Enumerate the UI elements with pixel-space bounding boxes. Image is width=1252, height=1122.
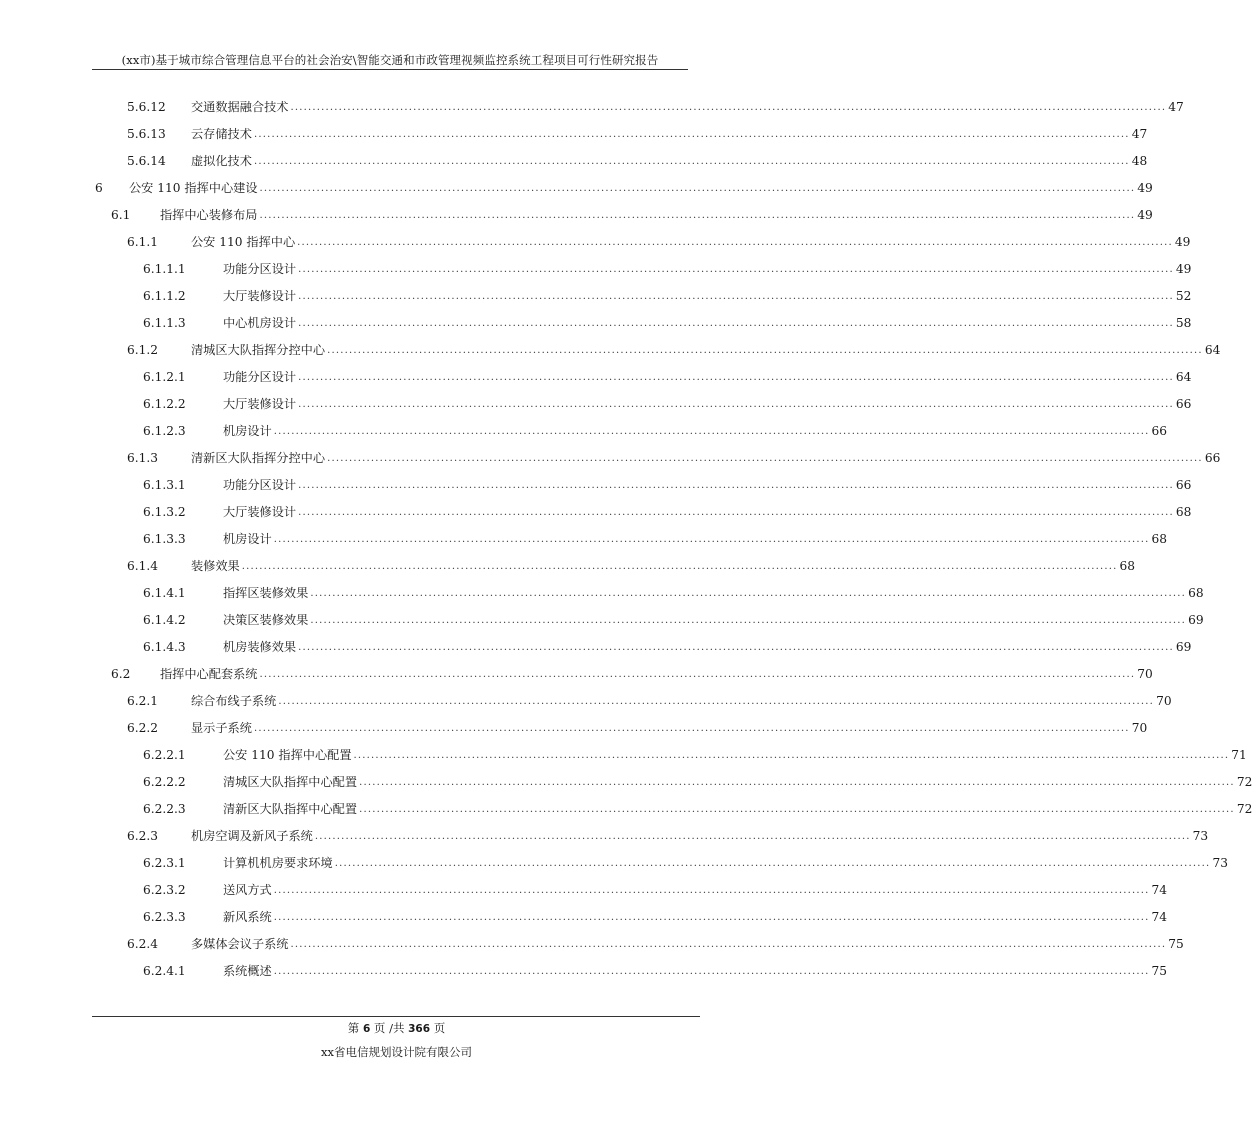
toc-title: 装修效果	[191, 559, 240, 573]
toc-leader-dots: ........................................................................................................................................................................................................	[297, 236, 1173, 248]
header-rule	[92, 69, 688, 70]
toc-page-number: 72	[1236, 774, 1252, 789]
toc-number: 5.6.13	[127, 126, 166, 141]
toc-number: 6.2.3	[127, 828, 159, 843]
page-total: 366	[408, 1023, 431, 1035]
toc-entry[interactable]	[143, 903, 1168, 930]
toc-page-number: 66	[1175, 396, 1192, 411]
toc-title: 指挥区装修效果	[223, 586, 309, 600]
page-prefix: 第	[347, 1021, 360, 1035]
toc-page-number: 70	[1131, 720, 1148, 735]
running-header: (xx市)基于城市综合管理信息平台的社会治安\智能交通和市政管理视频监控系统工程项目可行性研究报告	[121, 53, 659, 67]
toc-entry[interactable]	[111, 201, 1153, 228]
toc-title: 云存储技术	[191, 127, 252, 141]
toc-title: 综合布线子系统	[191, 694, 277, 708]
toc-title: 中心机房设计	[223, 316, 297, 330]
toc-page-number: 48	[1131, 153, 1148, 168]
toc-leader-dots: ........................................................................................................................................................................................................	[253, 128, 1130, 140]
toc-entry[interactable]	[111, 660, 1153, 687]
toc-title: 清城区大队指挥中心配置	[223, 775, 358, 789]
toc-title: 指挥中心装修布局	[160, 208, 258, 222]
toc-leader-dots: ........................................................................................................................................................................................................	[314, 830, 1191, 842]
toc-number: 6.1.1.3	[143, 315, 186, 330]
toc-page-number: 66	[1175, 477, 1192, 492]
toc-number: 6	[95, 180, 103, 195]
toc-page-number: 69	[1175, 639, 1192, 654]
toc-entry[interactable]	[143, 606, 1204, 633]
toc-title: 机房空调及新风子系统	[191, 829, 313, 843]
toc-page-number: 58	[1175, 315, 1192, 330]
toc-title: 指挥中心配套系统	[160, 667, 258, 681]
toc-entry[interactable]	[143, 957, 1168, 984]
toc-number: 6.2.3.3	[143, 909, 186, 924]
toc-number: 6.2.2.3	[143, 801, 186, 816]
toc-number: 6.1.4.1	[143, 585, 186, 600]
toc-number: 6.1	[111, 207, 131, 222]
toc-leader-dots: ........................................................................................................................................................................................................	[290, 101, 1167, 113]
toc-entry[interactable]	[127, 552, 1136, 579]
toc-entry[interactable]	[143, 417, 1168, 444]
toc-page-number: 70	[1156, 693, 1172, 708]
toc-leader-dots: ........................................................................................................................................................................................................	[298, 506, 1174, 518]
toc-leader-dots: ........................................................................................................................................................................................................	[259, 668, 1136, 680]
toc-entry[interactable]	[127, 714, 1148, 741]
toc-title: 计算机机房要求环境	[223, 856, 333, 870]
toc-entry[interactable]	[143, 390, 1192, 417]
toc-number: 6.1.3.3	[143, 531, 186, 546]
toc-title: 公安 110 指挥中心建设	[129, 181, 258, 195]
toc-leader-dots: ........................................................................................................................................................................................................	[273, 911, 1150, 923]
toc-title: 显示子系统	[191, 721, 252, 735]
toc-entry[interactable]	[127, 93, 1184, 120]
toc-number: 6.2.3.1	[143, 855, 186, 870]
toc-title: 新风系统	[223, 910, 272, 924]
toc-leader-dots: ........................................................................................................................................................................................................	[298, 641, 1174, 653]
toc-leader-dots: ........................................................................................................................................................................................................	[259, 209, 1136, 221]
toc-title: 多媒体会议子系统	[191, 937, 289, 951]
toc-number: 6.2.4.1	[143, 963, 186, 978]
toc-page-number: 68	[1119, 558, 1136, 573]
toc-title: 虚拟化技术	[191, 154, 252, 168]
toc-entry[interactable]	[127, 930, 1184, 957]
toc-page-number: 49	[1137, 180, 1153, 195]
toc-number: 6.1.2	[127, 342, 159, 357]
toc-number: 5.6.12	[127, 99, 166, 114]
page-current: 6	[362, 1023, 371, 1035]
toc-number: 6.1.1.1	[143, 261, 186, 276]
toc-number: 6.1.1	[127, 234, 159, 249]
toc-entry[interactable]	[143, 633, 1192, 660]
toc-page-number: 68	[1175, 504, 1192, 519]
toc-leader-dots: ........................................................................................................................................................................................................	[273, 425, 1150, 437]
toc-leader-dots: ........................................................................................................................................................................................................	[327, 452, 1203, 464]
toc-entry[interactable]	[127, 444, 1221, 471]
toc-title: 交通数据融合技术	[191, 100, 289, 114]
toc-title: 大厅装修设计	[223, 505, 297, 519]
toc-number: 6.1.2.1	[143, 369, 186, 384]
toc-page-number: 49	[1137, 207, 1153, 222]
toc-number: 6.1.3	[127, 450, 159, 465]
toc-title: 系统概述	[223, 964, 272, 978]
toc-page-number: 73	[1212, 855, 1228, 870]
toc-leader-dots: ........................................................................................................................................................................................................	[253, 722, 1130, 734]
toc-page-number: 73	[1192, 828, 1209, 843]
toc-page-number: 64	[1175, 369, 1192, 384]
toc-title: 决策区装修效果	[223, 613, 309, 627]
toc-title: 送风方式	[223, 883, 272, 897]
page-mid: 页 /共	[373, 1021, 405, 1035]
toc-title: 公安 110 指挥中心	[191, 235, 296, 249]
toc-page-number: 74	[1151, 909, 1168, 924]
toc-page-number: 75	[1151, 963, 1168, 978]
toc-leader-dots: ........................................................................................................................................................................................................	[259, 182, 1136, 194]
toc-page-number: 72	[1236, 801, 1252, 816]
toc-number: 6.2.1	[127, 693, 159, 708]
footer-rule	[92, 1016, 700, 1017]
toc-entry[interactable]	[143, 309, 1192, 336]
toc-page-number: 47	[1131, 126, 1148, 141]
toc-entry[interactable]	[143, 768, 1252, 795]
toc-entry[interactable]	[143, 741, 1247, 768]
toc-title: 清城区大队指挥分控中心	[191, 343, 326, 357]
toc-page-number: 75	[1168, 936, 1184, 951]
toc-title: 清新区大队指挥中心配置	[223, 802, 358, 816]
toc-number: 6.2.2	[127, 720, 159, 735]
toc-page-number: 49	[1175, 261, 1192, 276]
toc-number: 6.2.3.2	[143, 882, 186, 897]
toc-page-number: 66	[1151, 423, 1168, 438]
footer-organization: xx省电信规划设计院有限公司	[321, 1045, 472, 1059]
toc-number: 5.6.14	[127, 153, 166, 168]
toc-leader-dots: ........................................................................................................................................................................................................	[298, 398, 1174, 410]
toc-leader-dots: ........................................................................................................................................................................................................	[310, 587, 1187, 599]
toc-leader-dots: ........................................................................................................................................................................................................	[273, 965, 1150, 977]
toc-number: 6.1.3.1	[143, 477, 186, 492]
toc-entry[interactable]	[127, 147, 1148, 174]
toc-title: 机房设计	[223, 424, 272, 438]
toc-leader-dots: ........................................................................................................................................................................................................	[290, 938, 1167, 950]
toc-page-number: 74	[1151, 882, 1168, 897]
toc-leader-dots: ........................................................................................................................................................................................................	[241, 560, 1118, 572]
toc-page-number: 68	[1151, 531, 1168, 546]
page-suffix: 页	[433, 1021, 446, 1035]
page-indicator	[0, 1020, 793, 1036]
toc-page-number: 52	[1175, 288, 1192, 303]
toc-number: 6.1.4.2	[143, 612, 186, 627]
toc-page-number: 47	[1168, 99, 1184, 114]
toc-page-number: 49	[1174, 234, 1191, 249]
toc-title: 功能分区设计	[223, 262, 297, 276]
toc-entry[interactable]	[127, 336, 1221, 363]
toc-entry[interactable]	[143, 471, 1192, 498]
toc-leader-dots: ........................................................................................................................................................................................................	[278, 695, 1155, 707]
toc-number: 6.1.4.3	[143, 639, 186, 654]
toc-entry[interactable]	[143, 579, 1204, 606]
toc-title: 公安 110 指挥中心配置	[223, 748, 352, 762]
toc-entry[interactable]	[143, 282, 1192, 309]
toc-title: 大厅装修设计	[223, 397, 297, 411]
toc-title: 功能分区设计	[223, 370, 297, 384]
toc-leader-dots: ........................................................................................................................................................................................................	[273, 884, 1150, 896]
toc-page-number: 71	[1231, 747, 1247, 762]
toc-number: 6.1.3.2	[143, 504, 186, 519]
toc-entry[interactable]	[143, 849, 1228, 876]
toc-number: 6.2	[111, 666, 131, 681]
toc-entry[interactable]	[127, 687, 1172, 714]
toc-leader-dots: ........................................................................................................................................................................................................	[298, 479, 1174, 491]
toc-entry[interactable]	[143, 795, 1252, 822]
toc-title: 机房装修效果	[223, 640, 297, 654]
toc-number: 6.2.2.2	[143, 774, 186, 789]
toc-entry[interactable]	[95, 174, 1153, 201]
toc-entry[interactable]	[143, 876, 1168, 903]
toc-leader-dots: ........................................................................................................................................................................................................	[273, 533, 1150, 545]
toc-leader-dots: ........................................................................................................................................................................................................	[359, 803, 1235, 815]
toc-page-number: 70	[1137, 666, 1153, 681]
toc-title: 机房设计	[223, 532, 272, 546]
toc-number: 6.2.2.1	[143, 747, 186, 762]
toc-leader-dots: ........................................................................................................................................................................................................	[359, 776, 1235, 788]
toc-leader-dots: ........................................................................................................................................................................................................	[298, 290, 1174, 302]
toc-leader-dots: ........................................................................................................................................................................................................	[298, 263, 1174, 275]
toc-number: 6.2.4	[127, 936, 159, 951]
toc-page-number: 68	[1188, 585, 1204, 600]
toc-entry[interactable]	[143, 525, 1168, 552]
toc-entry[interactable]	[127, 228, 1191, 255]
toc-number: 6.1.4	[127, 558, 159, 573]
toc-title: 大厅装修设计	[223, 289, 297, 303]
toc-number: 6.1.2.2	[143, 396, 186, 411]
toc-leader-dots: ........................................................................................................................................................................................................	[327, 344, 1203, 356]
toc-page-number: 66	[1204, 450, 1221, 465]
toc-leader-dots: ........................................................................................................................................................................................................	[310, 614, 1187, 626]
toc-title: 清新区大队指挥分控中心	[191, 451, 326, 465]
toc-entry[interactable]	[143, 255, 1192, 282]
toc-leader-dots: ........................................................................................................................................................................................................	[334, 857, 1211, 869]
toc-number: 6.1.2.3	[143, 423, 186, 438]
toc-entry[interactable]	[127, 822, 1209, 849]
toc-entry[interactable]	[143, 363, 1192, 390]
toc-leader-dots: ........................................................................................................................................................................................................	[253, 155, 1130, 167]
toc-page-number: 69	[1188, 612, 1204, 627]
toc-leader-dots: ........................................................................................................................................................................................................	[353, 749, 1230, 761]
toc-number: 6.1.1.2	[143, 288, 186, 303]
toc-leader-dots: ........................................................................................................................................................................................................	[298, 371, 1174, 383]
toc-page-number: 64	[1204, 342, 1221, 357]
toc-entry[interactable]	[143, 498, 1192, 525]
toc-entry[interactable]	[127, 120, 1148, 147]
toc-title: 功能分区设计	[223, 478, 297, 492]
toc-leader-dots: ........................................................................................................................................................................................................	[298, 317, 1174, 329]
